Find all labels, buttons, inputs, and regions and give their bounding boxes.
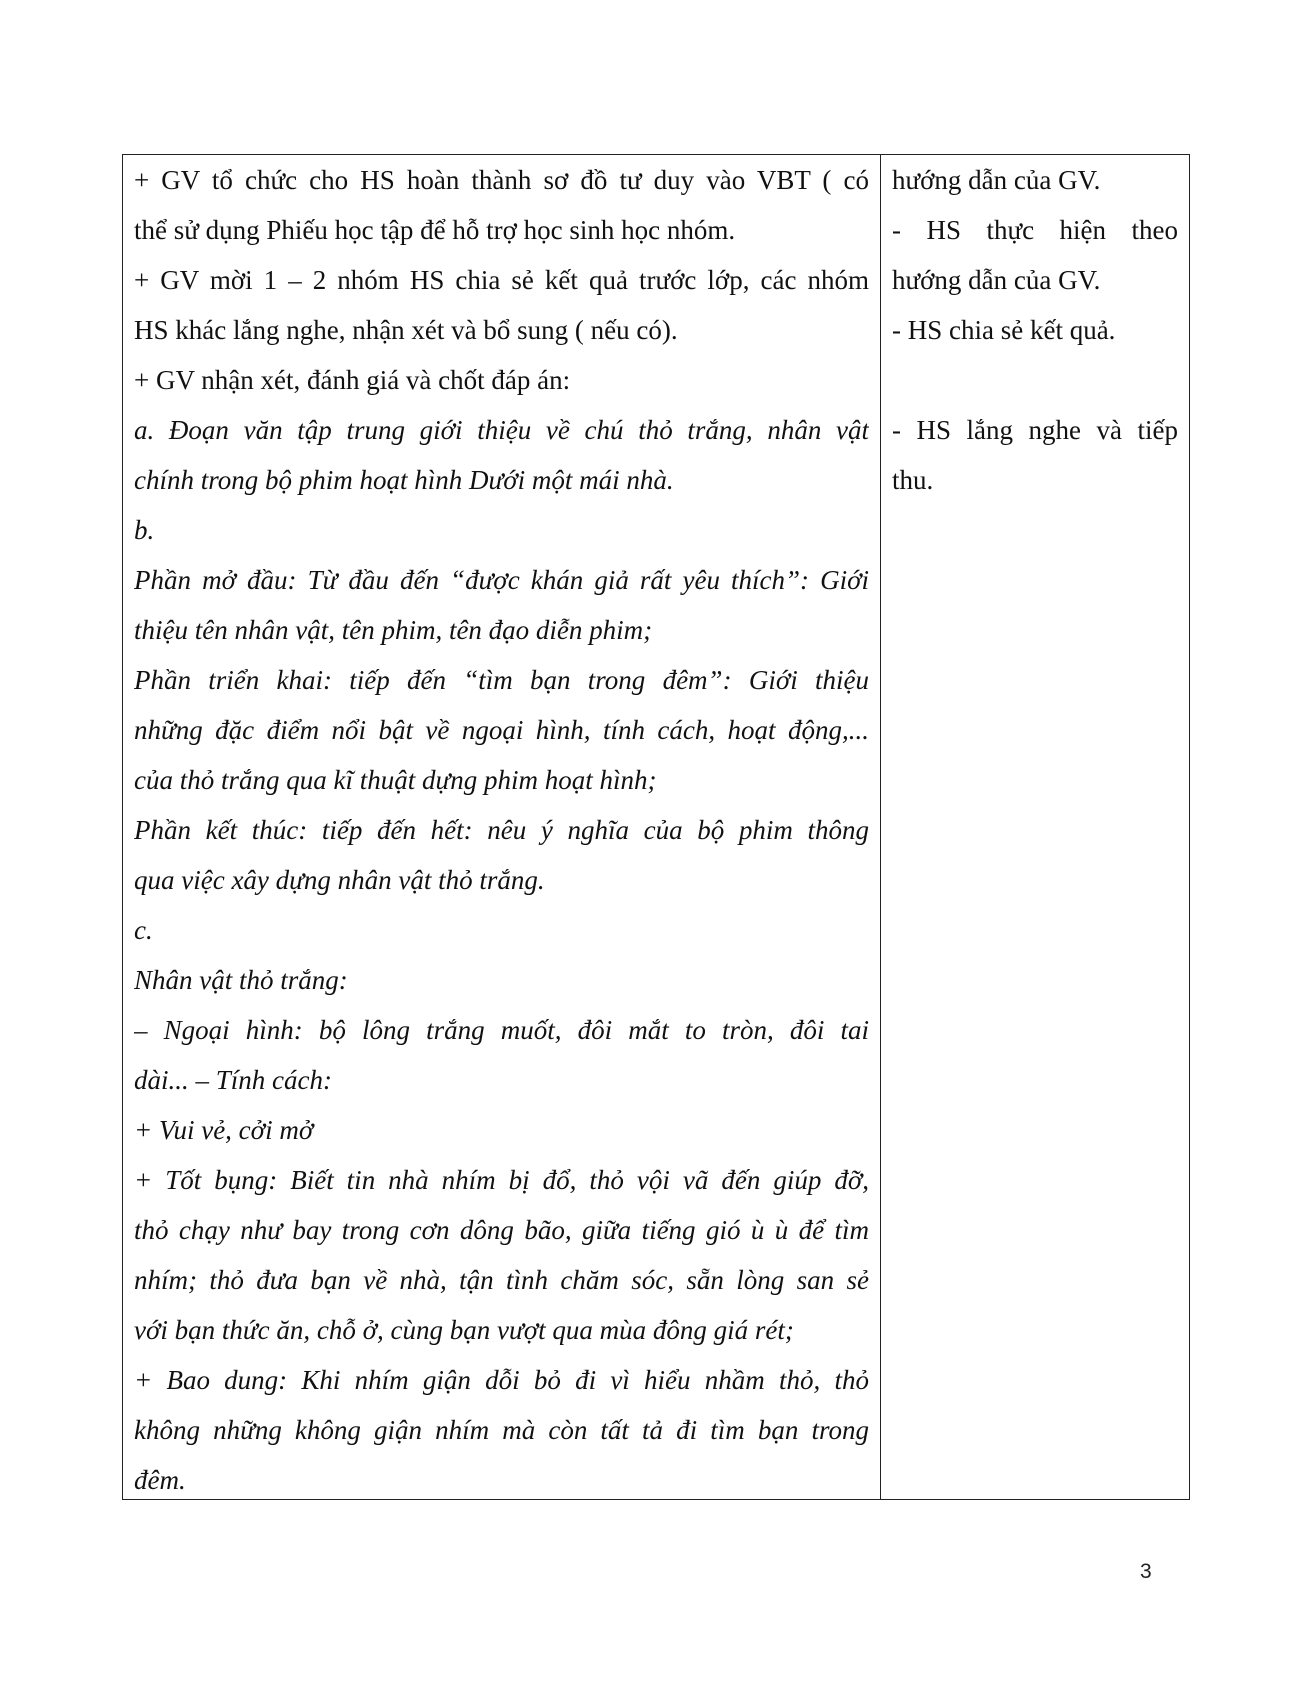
text-line: dài... – Tính cách: xyxy=(134,1065,332,1095)
text-line: không những không giận nhím mà còn tất tả đi tìm bạn trong xyxy=(134,1415,869,1445)
text-line: của thỏ trắng qua kĩ thuật dựng phim hoạt hình; xyxy=(134,765,657,795)
teacher-activity-column xyxy=(123,155,881,1499)
text-line: thiệu tên nhân vật, tên phim, tên đạo diễn phim; xyxy=(134,615,653,645)
text-line: hướng dẫn của GV. xyxy=(892,165,1101,195)
text-line xyxy=(892,355,1178,405)
text-line: - HS lắng nghe và tiếp xyxy=(892,415,1178,445)
text-line: Phần triển khai: tiếp đến “tìm bạn trong đêm”: Giới thiệu xyxy=(134,665,869,695)
page-number: 3 xyxy=(1140,1560,1152,1583)
text-line: - HS chia sẻ kết quả. xyxy=(892,315,1116,345)
text-line: hướng dẫn của GV. xyxy=(892,265,1101,295)
text-line: + GV nhận xét, đánh giá và chốt đáp án: xyxy=(134,365,571,395)
text-line: thỏ chạy như bay trong cơn dông bão, giữa tiếng gió ù ù để tìm xyxy=(134,1215,869,1245)
text-line: + Tốt bụng: Biết tin nhà nhím bị đổ, thỏ vội vã đến giúp đỡ, xyxy=(134,1165,869,1195)
text-line: đêm. xyxy=(134,1465,186,1495)
text-line: thu. xyxy=(892,465,934,495)
text-line: + GV tổ chức cho HS hoàn thành sơ đồ tư duy vào VBT ( có xyxy=(134,165,869,195)
text-line: + Vui vẻ, cởi mở xyxy=(134,1115,314,1145)
text-line: nhím; thỏ đưa bạn về nhà, tận tình chăm sóc, sẵn lòng san sẻ xyxy=(134,1265,869,1295)
text-line: Nhân vật thỏ trắng: xyxy=(134,965,348,995)
text-line: – Ngoại hình: bộ lông trắng muốt, đôi mắt to tròn, đôi tai xyxy=(134,1015,869,1045)
text-line: Phần kết thúc: tiếp đến hết: nêu ý nghĩa của bộ phim thông xyxy=(134,815,869,845)
text-line: + GV mời 1 – 2 nhóm HS chia sẻ kết quả trước lớp, các nhóm xyxy=(134,265,869,295)
text-line: HS khác lắng nghe, nhận xét và bổ sung ( nếu có). xyxy=(134,315,678,345)
text-line: + Bao dung: Khi nhím giận dỗi bỏ đi vì hiểu nhầm thỏ, thỏ xyxy=(134,1365,869,1395)
text-line: - HS thực hiện theo xyxy=(892,215,1178,245)
text-line: c. xyxy=(134,915,153,945)
text-line: những đặc điểm nổi bật về ngoại hình, tính cách, hoạt động,... xyxy=(134,715,869,745)
text-line: chính trong bộ phim hoạt hình Dưới một mái nhà. xyxy=(134,465,674,495)
text-line: b. xyxy=(134,515,155,545)
student-activity-column xyxy=(881,155,1189,1499)
text-line: qua việc xây dựng nhân vật thỏ trắng. xyxy=(134,865,545,895)
text-line: với bạn thức ăn, chỗ ở, cùng bạn vượt qua mùa đông giá rét; xyxy=(134,1315,794,1345)
lesson-table xyxy=(122,154,1190,1500)
text-line: a. Đoạn văn tập trung giới thiệu về chú thỏ trắng, nhân vật xyxy=(134,415,869,445)
text-line: thể sử dụng Phiếu học tập để hỗ trợ học sinh học nhóm. xyxy=(134,215,736,245)
text-line: Phần mở đầu: Từ đầu đến “được khán giả rất yêu thích”: Giới xyxy=(134,565,869,595)
